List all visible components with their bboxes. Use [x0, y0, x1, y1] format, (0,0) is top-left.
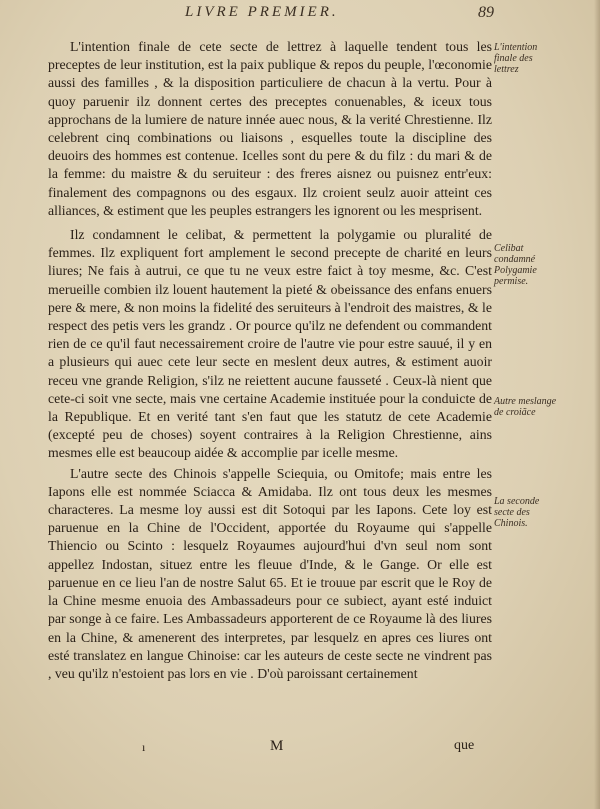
catchword: que [454, 738, 475, 753]
main-text [48, 38, 492, 683]
paragraph-intention-finale: L'intention finale de cete secte de lettrez à laquelle tendent tous les preceptes de leur institution, est la paix publique & repos du peuple, l'œconomie aussi des familles , & la disposition particuliere de chacun à la vertu. Pour à quoy paruenir ilz donnent certes des preceptes conuenables, & iceux tous approchans de la lumiere de nature innée auec nous, & la verité Chrestienne. Ilz celebrent cinq combinations ou liaisons , esquelles toute la discipline des deuoirs des hommes est contenue. Icelles sont du pere & du filz : du mari & de la femme: du maistre & du seruiteur : des freres aisnez ou puisnez entr'eux: finalement des compagnons ou des esgaux. Ilz croient seulz auoir atteint ces alliances, & estiment que les peuples estrangers les ignorent ou les mesprisent. [48, 39, 492, 218]
margin-note-meslange: Autre meslange de croiãce [494, 396, 557, 418]
page-number: 89 [478, 4, 494, 21]
signature-mark: M [270, 738, 285, 754]
margin-note-celibat: Celibat condamné Polygamie permise. [494, 243, 537, 287]
margin-notes [494, 0, 594, 809]
paragraph-celibat: Ilz condamnent le celibat, & permettent la polygamie ou pluralité de femmes. Ilz expliquent fort amplement le second precepte de charité en leurs liures; Ne fais à autrui, ce que tu ne veux estre faict à toy mesme, &c. C'est merueille combien ilz louent hautement la pieté & obeissance des enfans enuers pere & mere, & non moins la fidelité des seruiteurs à l'endroit des maistres, & le respect des petis vers les grandz . Or pource qu'ilz ne defendent ou commandent rien de ce qu'il faut necessairement croire de l'autre vie pour estre sauué, il y en a plusieurs qui auec cete leur secte en meslent deux autres, & estiment auoir receu vne grande Religion, s'ilz ne reiettent aucune fausseté . Ceux-là nient que cete-ci soit vne secte, mais vne certaine Academie instituée pour la conduicte de la Republique. Et en verité tant s'en faut que les statutz de cete Academie (excepté peu de choses) soyent contraires à la Religion Chrestienne, ains mesmes elle est beaucoup aidée & accomplie par icelle mesme. [48, 227, 492, 461]
paragraph-seconde-secte: L'autre secte des Chinois s'appelle Sciequia, ou Omitofe; mais entre les Iapons elle est nommée Sciacca & Amidaba. Ilz ont tous deux les mesmes characteres. La mesme loy aussi est dit Sotoqui par les Iapons. Cete loy est paruenue en la Chine de l'Occident, apportée du Royaume qui s'appelle Thiencio ou Scinto : lesquelz Royaumes aujourd'hui d'vn seul nom sont appellez Indostan, situez entre les fleuue d'Inde, & le Gange. Or elle est paruenue en ce lieu l'an de nostre Salut 65. Et ie trouue par escrit que le Roy de la Chine mesme enuoia des Ambassadeurs pour ce subiect, ayant esté induict par songe à ce faire. Les Ambassadeurs apporterent de ce Royaume là des liures en la Chine, & amenerent des interpretes, par lesquelz en apres ces liures ont esté translatez en langue Chinoise: car les auteurs de ceste secte ne vindrent pas , veu qu'ilz n'estoient pas lors en vie . D'où paroissant certainement [48, 465, 492, 681]
margin-note-intention: L'intention finale des lettrez [494, 42, 538, 75]
footer-mark: ı [142, 740, 146, 754]
running-head: LIVRE PREMIER. [185, 4, 339, 20]
margin-note-seconde-secte: La seconde secte des Chinois. [494, 496, 540, 529]
page-footer [0, 740, 600, 780]
page-edge-shadow [594, 0, 600, 809]
